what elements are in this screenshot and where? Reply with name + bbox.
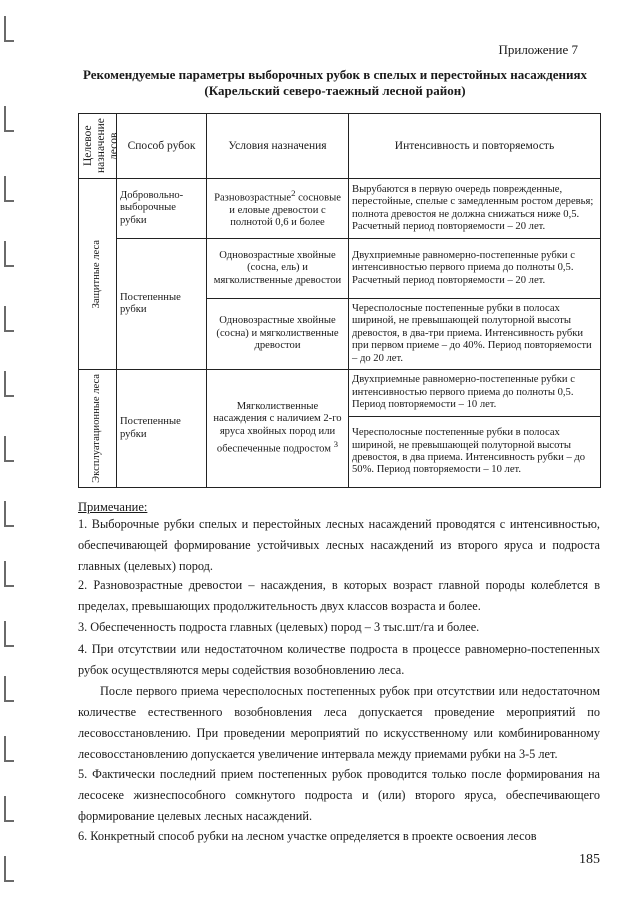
binder-marks [0, 0, 22, 905]
exploitation-forests-cell: Эксплуатационные леса [79, 370, 117, 488]
header-intensity: Интенсивность и повторяемость [349, 114, 601, 179]
table-row [79, 179, 601, 239]
header-conditions: Условия назначения [207, 114, 349, 179]
note-4: 4. При отсутствии или недостаточном количестве подроста в процессе равномерно-постепенных рубок осуществляются меры содействия возобновлению леса. [78, 642, 600, 677]
header-purpose: Целевое назначение лесов [79, 114, 117, 179]
conditions-cell: Одновозрастные хвойные (сосна) и мягколиственные древостои [207, 299, 349, 370]
note-1: 1. Выборочные рубки спелых и перестойных лесных насаждений проводятся с интенсивностью, обеспечивающей формирование устойчивых лесных насаждений из второго яруса и подроста главных (целевых) пород. [78, 517, 600, 573]
method-cell: Добровольно-выборочные рубки [117, 179, 207, 239]
intensity-cell: Двухприемные равномерно-постепенные рубки с интенсивностью первого приема до полноты 0,5. Период повторяемости – 10 лет. [349, 370, 601, 417]
table-header-row [79, 114, 601, 179]
table-row [79, 370, 601, 417]
conditions-cell: Мягколиственные насаждения с наличием 2-го яруса хвойных пород или обеспеченные подростом $^3$ [207, 370, 349, 488]
note-3: 3. Обеспеченность подроста главных (целевых) пород – 3 тыс.шт/га и более. [78, 620, 480, 634]
note-2: 2. Разновозрастные древостои – насаждения, в которых возраст главной породы колеблется в пределах, превышающих продолжительность двух классов возраста и более. [78, 578, 600, 613]
conditions-cell: Разновозрастные$^2$ сосновые и еловые древостои с полнотой 0,6 и более [207, 179, 349, 239]
intensity-cell: Двухприемные равномерно-постепенные рубки с интенсивностью первого приема до полноты 0,5. Расчетный период повторяемости – 20 лет. [349, 239, 601, 299]
note-6: 6. Конкретный способ рубки на лесном участке определяется в проекте освоения лесов [78, 829, 537, 843]
title-line-2: (Карельский северо-таежный лесной район) [204, 83, 466, 98]
protective-forests-cell: Защитные леса [79, 179, 117, 370]
parameters-table [78, 113, 601, 488]
method-cell: Постепенные рубки [117, 239, 207, 370]
table-row [79, 239, 601, 299]
intensity-cell: Чересполосные постепенные рубки в полосах шириной, не превышающей полуторной высоты древостоя, в два-три приема. Интенсивность рубки при первом приеме – до 40%. Период повторяемости – до 20 лет. [349, 299, 601, 370]
notes-title: Примечание: [78, 500, 148, 514]
intensity-cell: Чересполосные постепенные рубки в полосах шириной, не превышающей полуторной высоты древостоя, в два приема. Интенсивность рубки – до 50%. Период повторяемости – 10 лет. [349, 417, 601, 488]
conditions-cell: Одновозрастные хвойные (сосна, ель) и мягколиственные древостои [207, 239, 349, 299]
document-title [70, 67, 600, 99]
method-cell: Постепенные рубки [117, 370, 207, 488]
note-5: 5. Фактически последний прием постепенных рубок проводится только после формирования на лесосеке жизнеспособного сомкнутого подроста и (или) второго яруса, обеспечивающего формирование целевых лесных насаждений. [78, 767, 600, 823]
title-line-1: Рекомендуемые параметры выборочных рубок в спелых и перестойных насаждениях [82, 67, 587, 82]
appendix-label: Приложение 7 [498, 42, 578, 57]
note-4-paragraph: После первого приема чересполосных постепенных рубок при отсутствии или недостаточном количестве естественного возобновления леса допускается проведение мероприятий по лесовосстановлению. При проведении мероприятий по искусственному или комбинированному лесовосстановлению допускается увеличение интервала между приемами рубки на 3-5 лет. [78, 684, 600, 761]
header-method: Способ рубок [117, 114, 207, 179]
page-number: 185 [579, 852, 600, 867]
intensity-cell: Вырубаются в первую очередь поврежденные, перестойные, спелые с замедленным ростом деревья; полнота древостоя не должна снижаться ниже 0,5. Расчетный период повторяемости – 20 лет. [349, 179, 601, 239]
